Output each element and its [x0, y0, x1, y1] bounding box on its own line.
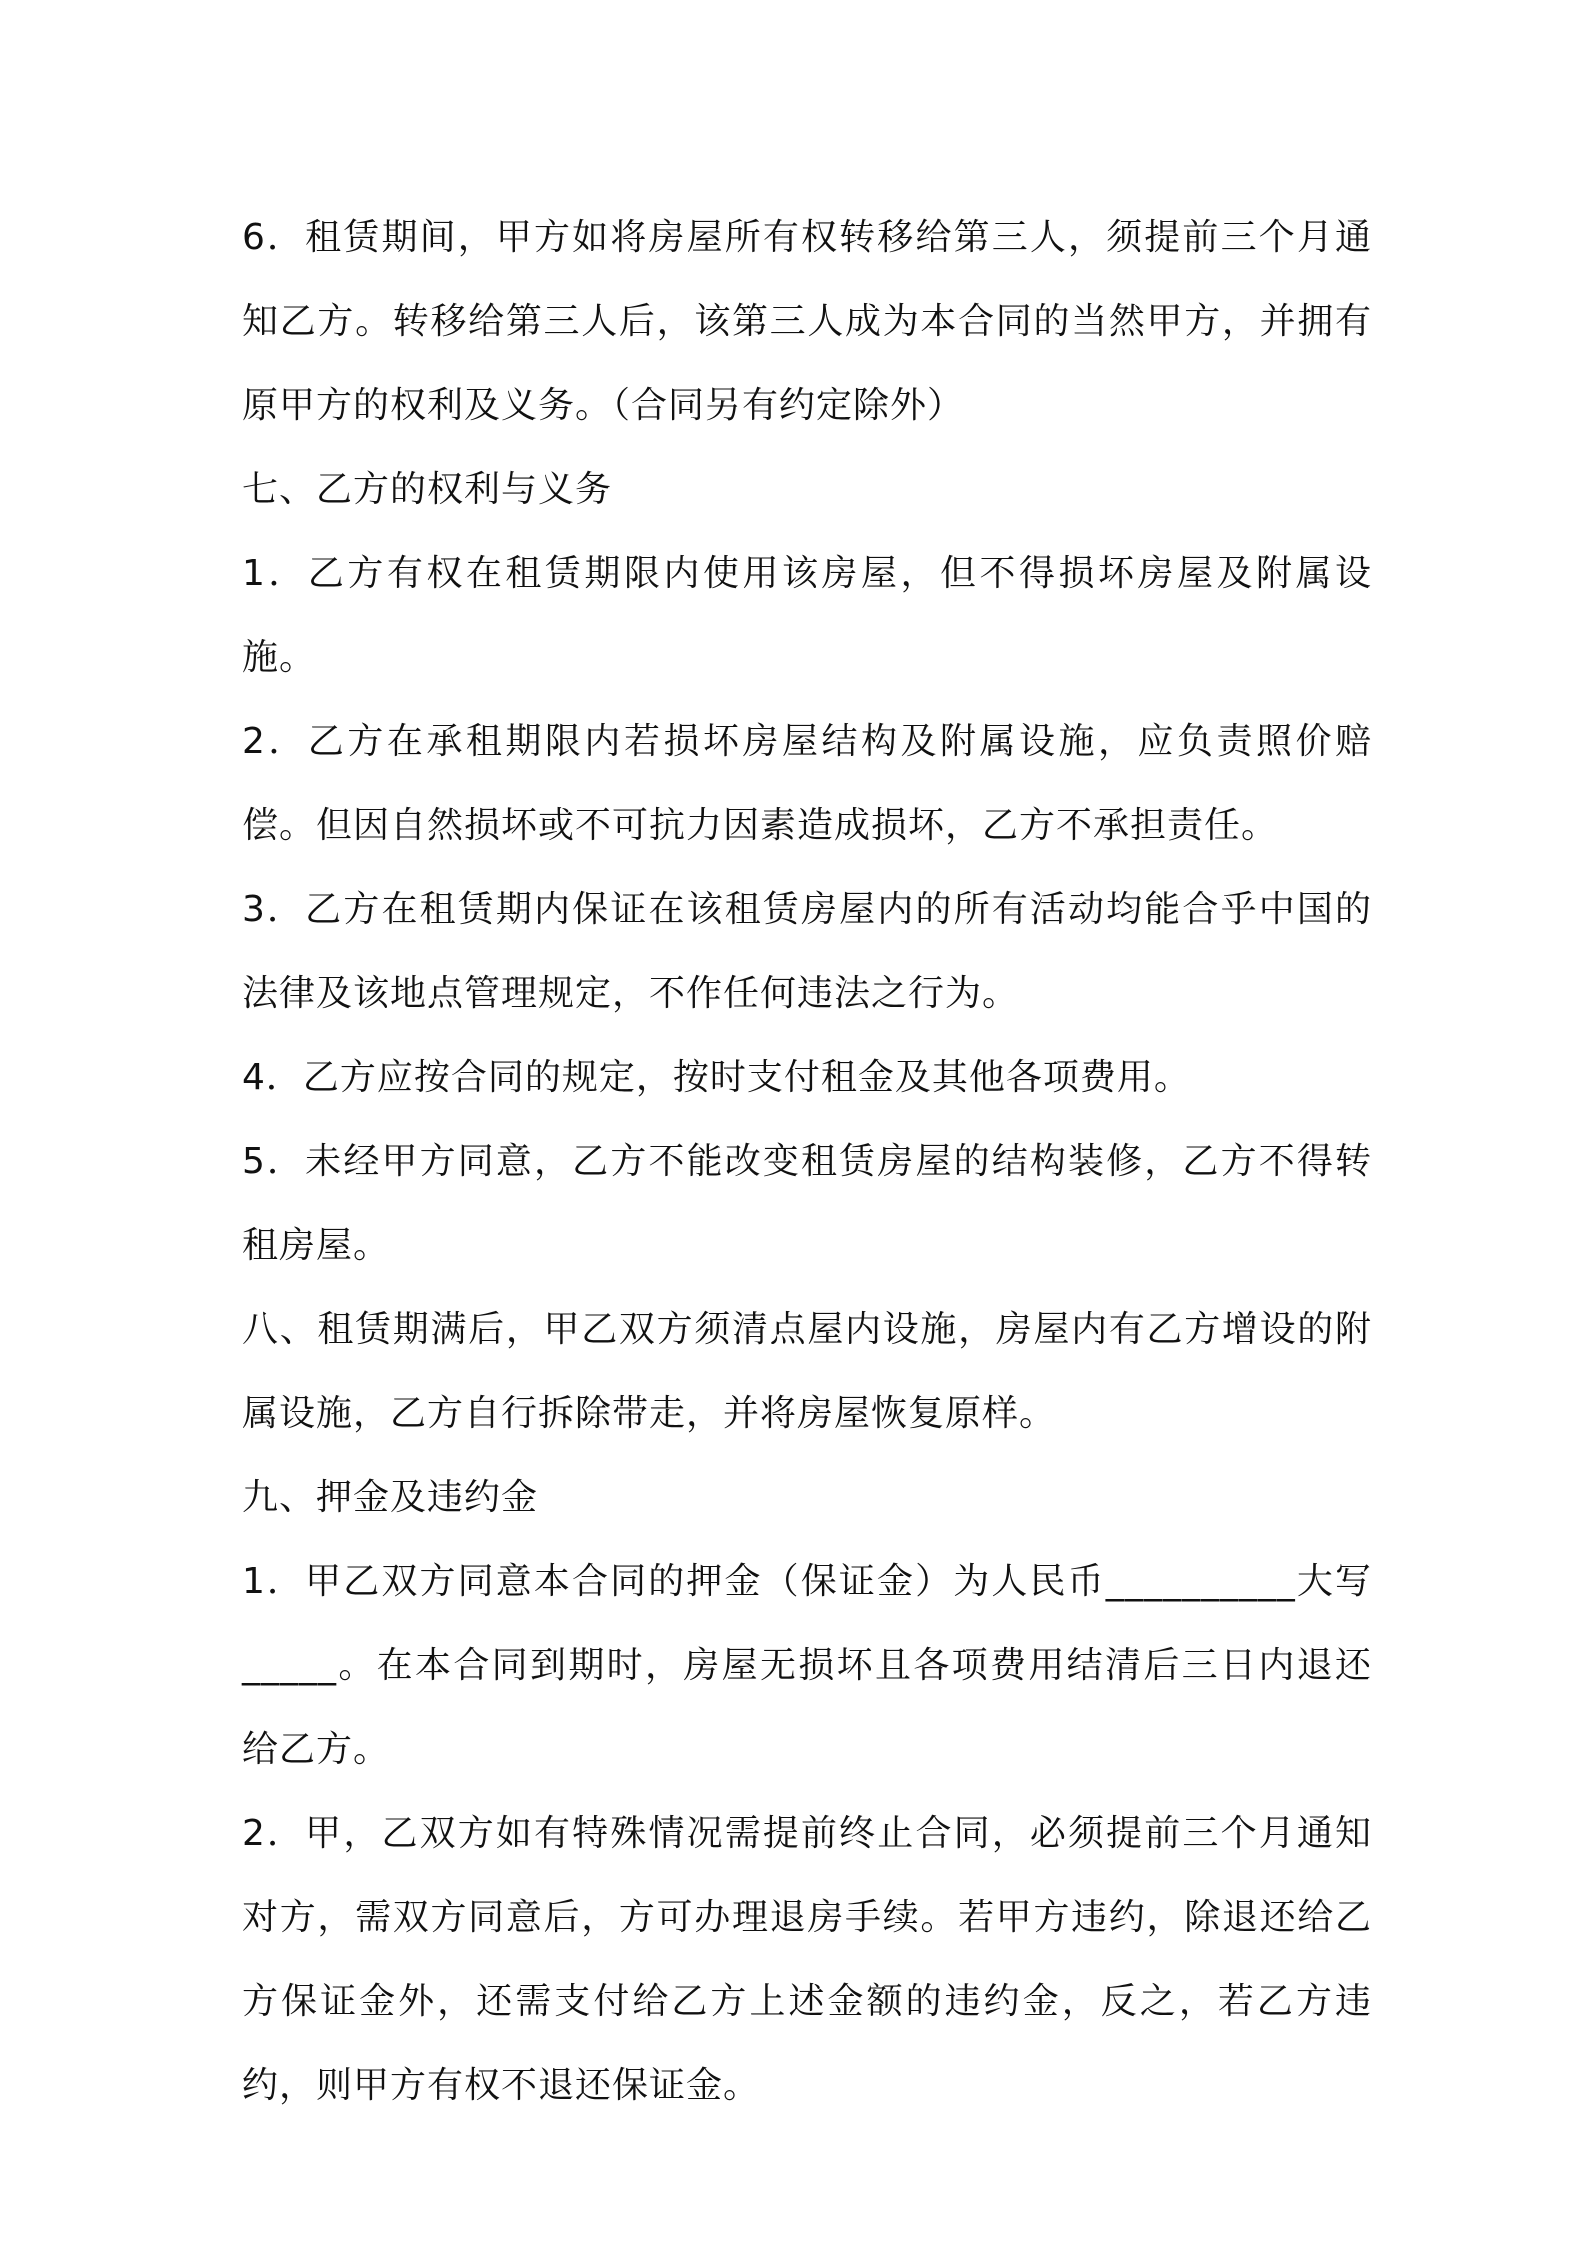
clause-7-4: 4．乙方应按合同的规定，按时支付租金及其他各项费用。	[242, 1057, 1191, 1098]
clause-9-2-termination: 2．甲，乙双方如有特殊情况需提前终止合同，必须提前三个月通知对方，需双方同意后，方可办理退房手续。若甲方违约，除退还给乙方保证金外，还需支付给乙方上述金额的违约金，反之，若乙方违约，则甲方有权不退还保证金。	[242, 1813, 1372, 2106]
clause-7-3: 3．乙方在租赁期内保证在该租赁房屋内的所有活动均能合乎中国的法律及该地点管理规定，不作任何违法之行为。	[242, 889, 1372, 1014]
section-heading-9: 九、押金及违约金	[242, 1477, 539, 1518]
document-body	[242, 196, 1372, 2128]
clause-7-5: 5．未经甲方同意，乙方不能改变租赁房屋的结构装修，乙方不得转租房屋。	[242, 1141, 1372, 1266]
section-8-lease-expiry: 八、租赁期满后，甲乙双方须清点屋内设施，房屋内有乙方增设的附属设施，乙方自行拆除带走，并将房屋恢复原样。	[242, 1309, 1372, 1434]
clause-9-1-deposit: 1．甲乙双方同意本合同的押金（保证金）为人民币__________大写_____。在本合同到期时，房屋无损坏且各项费用结清后三日内退还给乙方。	[242, 1561, 1372, 1770]
clause-6-ownership-transfer: 6．租赁期间，甲方如将房屋所有权转移给第三人，须提前三个月通知乙方。转移给第三人后，该第三人成为本合同的当然甲方，并拥有原甲方的权利及义务。（合同另有约定除外）	[242, 217, 1372, 426]
clause-7-2: 2．乙方在承租期限内若损坏房屋结构及附属设施，应负责照价赔偿。但因自然损坏或不可抗力因素造成损坏，乙方不承担责任。	[242, 721, 1372, 846]
clause-7-1: 1．乙方有权在租赁期限内使用该房屋，但不得损坏房屋及附属设施。	[242, 553, 1372, 678]
section-heading-7: 七、乙方的权利与义务	[242, 469, 613, 510]
